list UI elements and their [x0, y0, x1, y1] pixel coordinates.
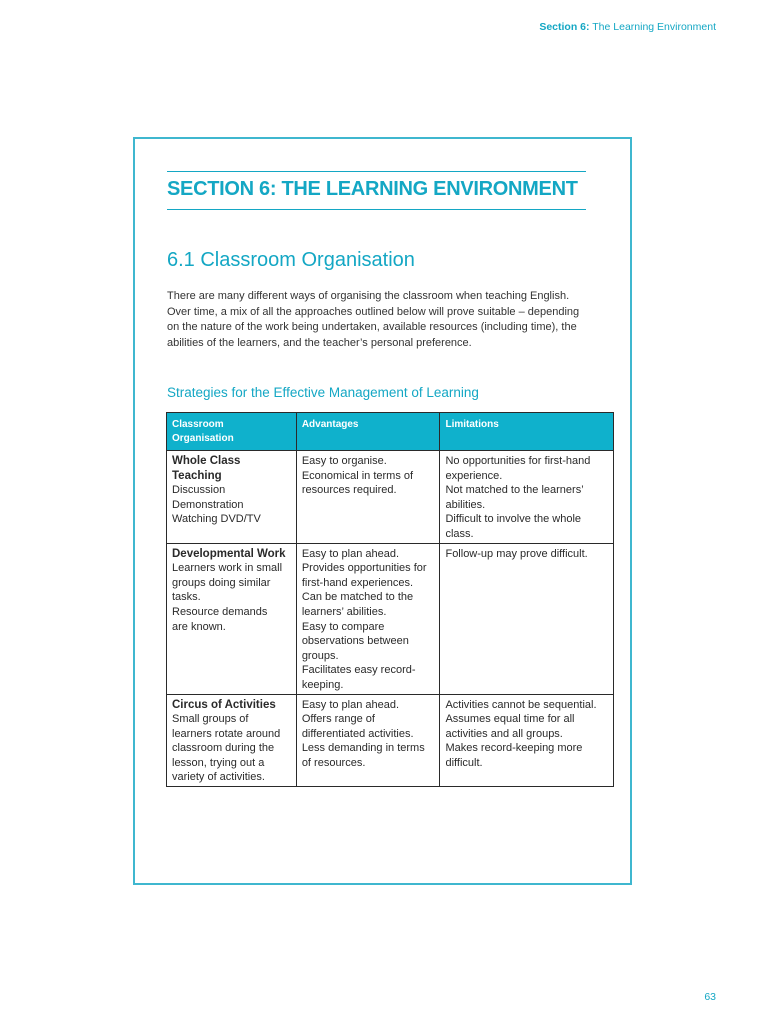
- row-title: Whole Class Teaching: [172, 455, 241, 482]
- row-title: Developmental Work: [172, 547, 286, 560]
- running-header: [539, 21, 716, 33]
- table-header-row: [167, 413, 614, 451]
- limitations-cell: Follow-up may prove difficult.: [440, 543, 614, 694]
- row-description: Small groups of learners rotate around classroom during the lesson, trying out a variety of activities.: [172, 713, 281, 784]
- header-limitations: Limitations: [440, 413, 614, 451]
- title-rule-top: [167, 171, 586, 172]
- row-description: Learners work in small groups doing similar tasks. Resource demands are known.: [172, 562, 283, 633]
- page-number: 63: [704, 991, 716, 1003]
- intro-paragraph: There are many different ways of organising the classroom when teaching English. Over time, a mix of all the approaches outlined below will prove suitable – depending on the nature of the work being undertaken, available resources (including time), the abilities of the learners, and the teacher’s personal preference.: [167, 290, 580, 349]
- title-rule-bottom: [167, 209, 586, 210]
- row-description: Discussion Demonstration Watching DVD/TV: [172, 484, 261, 526]
- section-title: SECTION 6: THE LEARNING ENVIRONMENT: [167, 178, 578, 200]
- table-row: [167, 451, 614, 544]
- limitations-cell: Activities cannot be sequential. Assumes equal time for all activities and all groups. Makes record-keeping more difficult.: [440, 694, 614, 787]
- table-row: [167, 543, 614, 694]
- subsection-title: 6.1 Classroom Organisation: [167, 249, 415, 271]
- organisation-cell: [167, 694, 297, 787]
- organisation-cell: [167, 451, 297, 544]
- running-header-title: The Learning Environment: [592, 21, 716, 33]
- table-heading: Strategies for the Effective Management of Learning: [167, 385, 479, 400]
- header-classroom-organisation: Classroom Organisation: [167, 413, 297, 451]
- running-header-section: Section 6:: [539, 21, 590, 33]
- header-advantages: Advantages: [296, 413, 440, 451]
- advantages-cell: Easy to organise. Economical in terms of resources required.: [296, 451, 440, 544]
- advantages-cell: Easy to plan ahead. Provides opportunities for first-hand experiences. Can be matched to the learners’ abilities. Easy to compare observations between groups. Facilitates easy record- keeping.: [296, 543, 440, 694]
- table-row: [167, 694, 614, 787]
- organisation-cell: [167, 543, 297, 694]
- advantages-cell: Easy to plan ahead. Offers range of differentiated activities. Less demanding in terms of resources.: [296, 694, 440, 787]
- strategies-table: [166, 412, 614, 787]
- limitations-cell: No opportunities for first-hand experience. Not matched to the learners’ abilities. Difficult to involve the whole class.: [440, 451, 614, 544]
- row-title: Circus of Activities: [172, 698, 276, 711]
